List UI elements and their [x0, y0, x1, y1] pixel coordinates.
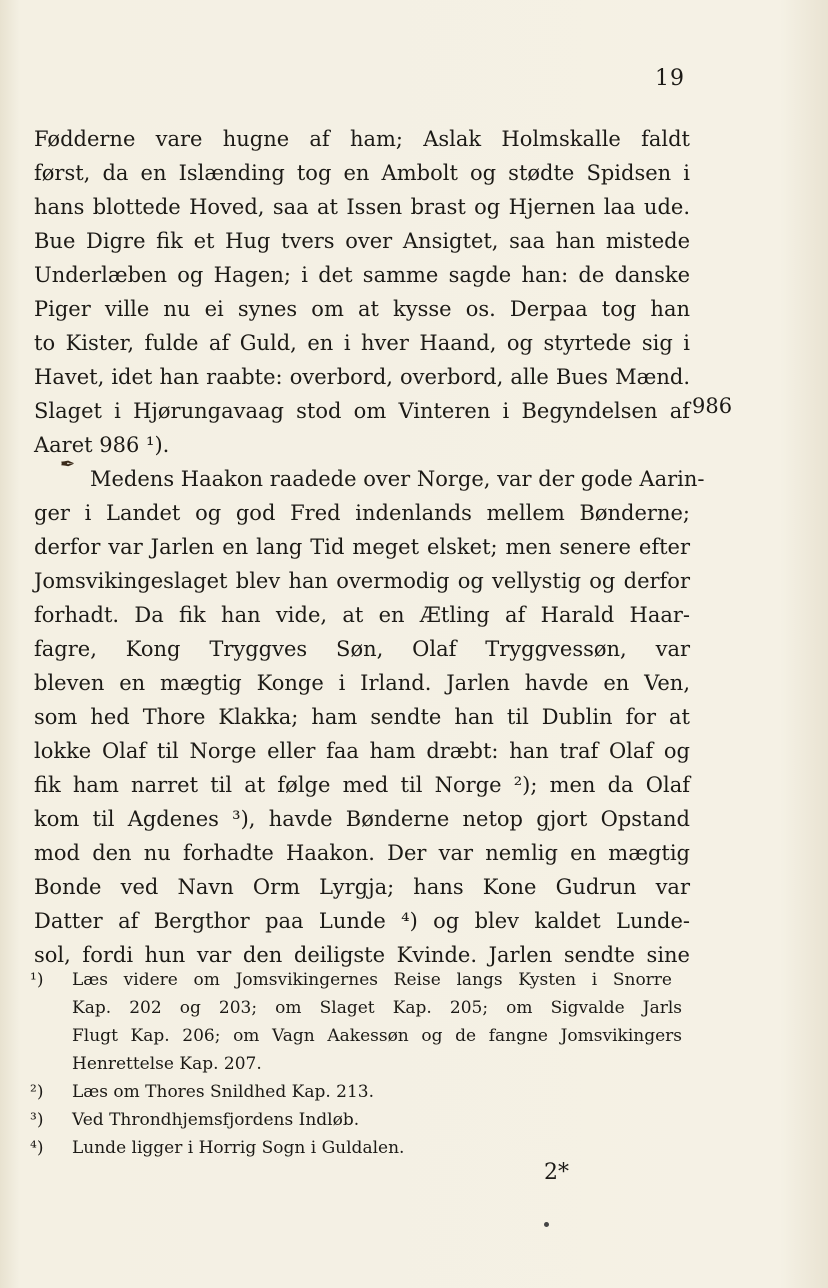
- footnote-4: [30, 1134, 690, 1162]
- text-line: Fødderne vare hugne af ham; Aslak Holmskalle faldt: [34, 127, 690, 151]
- footnote-3: [30, 1106, 690, 1134]
- footnote-text: Læs videre om Jomsvikingernes Reise langs Kysten i Snorre: [72, 970, 672, 990]
- text-line: derfor var Jarlen en lang Tid meget elsket; men senere efter: [34, 535, 690, 559]
- text-line: som hed Thore Klakka; ham sendte han til Dublin for at: [34, 705, 690, 729]
- footnote-number: ²): [30, 1082, 44, 1102]
- footnote-text: Henrettelse Kap. 207.: [72, 1054, 262, 1074]
- text-line: Piger ville nu ei synes om at kysse os. Derpaa tog han: [34, 297, 690, 321]
- footnote-number: ¹): [30, 970, 44, 990]
- footnote-1-line: [72, 1050, 690, 1078]
- text-line: fik ham narret til at følge med til Norge ²); men da Olaf: [34, 773, 690, 797]
- footnote-number: ³): [30, 1110, 44, 1130]
- footnote-number: ⁴): [30, 1138, 44, 1158]
- footnote-text: Lunde ligger i Horrig Sogn i Guldalen.: [72, 1138, 405, 1158]
- text-line: bleven en mægtig Konge i Irland. Jarlen havde en Ven,: [34, 671, 690, 695]
- text-line: Slaget i Hjørungavaag stod om Vinteren i Begyndelsen af: [34, 399, 690, 423]
- pencil-mark-icon: ✒: [60, 454, 76, 475]
- text-line: hans blottede Hoved, saa at Issen brast og Hjernen laa ude.: [34, 195, 690, 219]
- footnote-1-line: [72, 994, 690, 1022]
- text-line: Jomsvikingeslaget blev han overmodig og vellystig og derfor: [34, 569, 690, 593]
- footnote-1: [30, 966, 690, 994]
- signature-mark: 2*: [544, 1160, 569, 1185]
- text-line: mod den nu forhadte Haakon. Der var nemlig en mægtig: [34, 841, 690, 865]
- text-line: Havet, idet han raabte: overbord, overbord, alle Bues Mænd.: [34, 365, 690, 389]
- text-line: Datter af Bergthor paa Lunde ⁴) og blev kaldet Lunde-: [34, 909, 690, 933]
- text-line: to Kister, fulde af Guld, en i hver Haand, og styrtede sig i: [34, 331, 690, 355]
- text-line: forhadt. Da fik han vide, at en Ætling af Harald Haar-: [34, 603, 690, 627]
- page-number: 19: [655, 66, 685, 91]
- text-line: Aaret 986 ¹).: [34, 433, 170, 457]
- text-line: ger i Landet og god Fred indenlands mellem Bønderne;: [34, 501, 690, 525]
- footnote-text: Læs om Thores Snildhed Kap. 213.: [72, 1082, 375, 1102]
- footnote-1-line: [72, 1022, 690, 1050]
- text-line: sol, fordi hun var den deiligste Kvinde. Jarlen sendte sine: [34, 943, 690, 967]
- footnote-2: [30, 1078, 690, 1106]
- margin-year-note: 986: [692, 394, 733, 418]
- text-line: først, da en Islænding tog en Ambolt og stødte Spidsen i: [34, 161, 690, 185]
- footnote-text: Ved Throndhjemsfjordens Indløb.: [72, 1110, 360, 1130]
- footnote-text: Kap. 202 og 203; om Slaget Kap. 205; om Sigvalde Jarls: [72, 998, 682, 1018]
- text-line: Bue Digre fik et Hug tvers over Ansigtet, saa han mistede: [34, 229, 690, 253]
- text-line: Medens Haakon raadede over Norge, var der gode Aarin-: [90, 467, 705, 491]
- ink-speck: [544, 1222, 549, 1227]
- text-line: Underlæben og Hagen; i det samme sagde han: de danske: [34, 263, 690, 287]
- text-line: lokke Olaf til Norge eller faa ham dræbt: han traf Olaf og: [34, 739, 690, 763]
- text-line: Bonde ved Navn Orm Lyrgja; hans Kone Gudrun var: [34, 875, 690, 899]
- footnote-text: Flugt Kap. 206; om Vagn Aakessøn og de fangne Jomsvikingers: [72, 1026, 682, 1046]
- text-line: fagre, Kong Tryggves Søn, Olaf Tryggvessøn, var: [34, 637, 690, 661]
- text-line: kom til Agdenes ³), havde Bønderne netop gjort Opstand: [34, 807, 690, 831]
